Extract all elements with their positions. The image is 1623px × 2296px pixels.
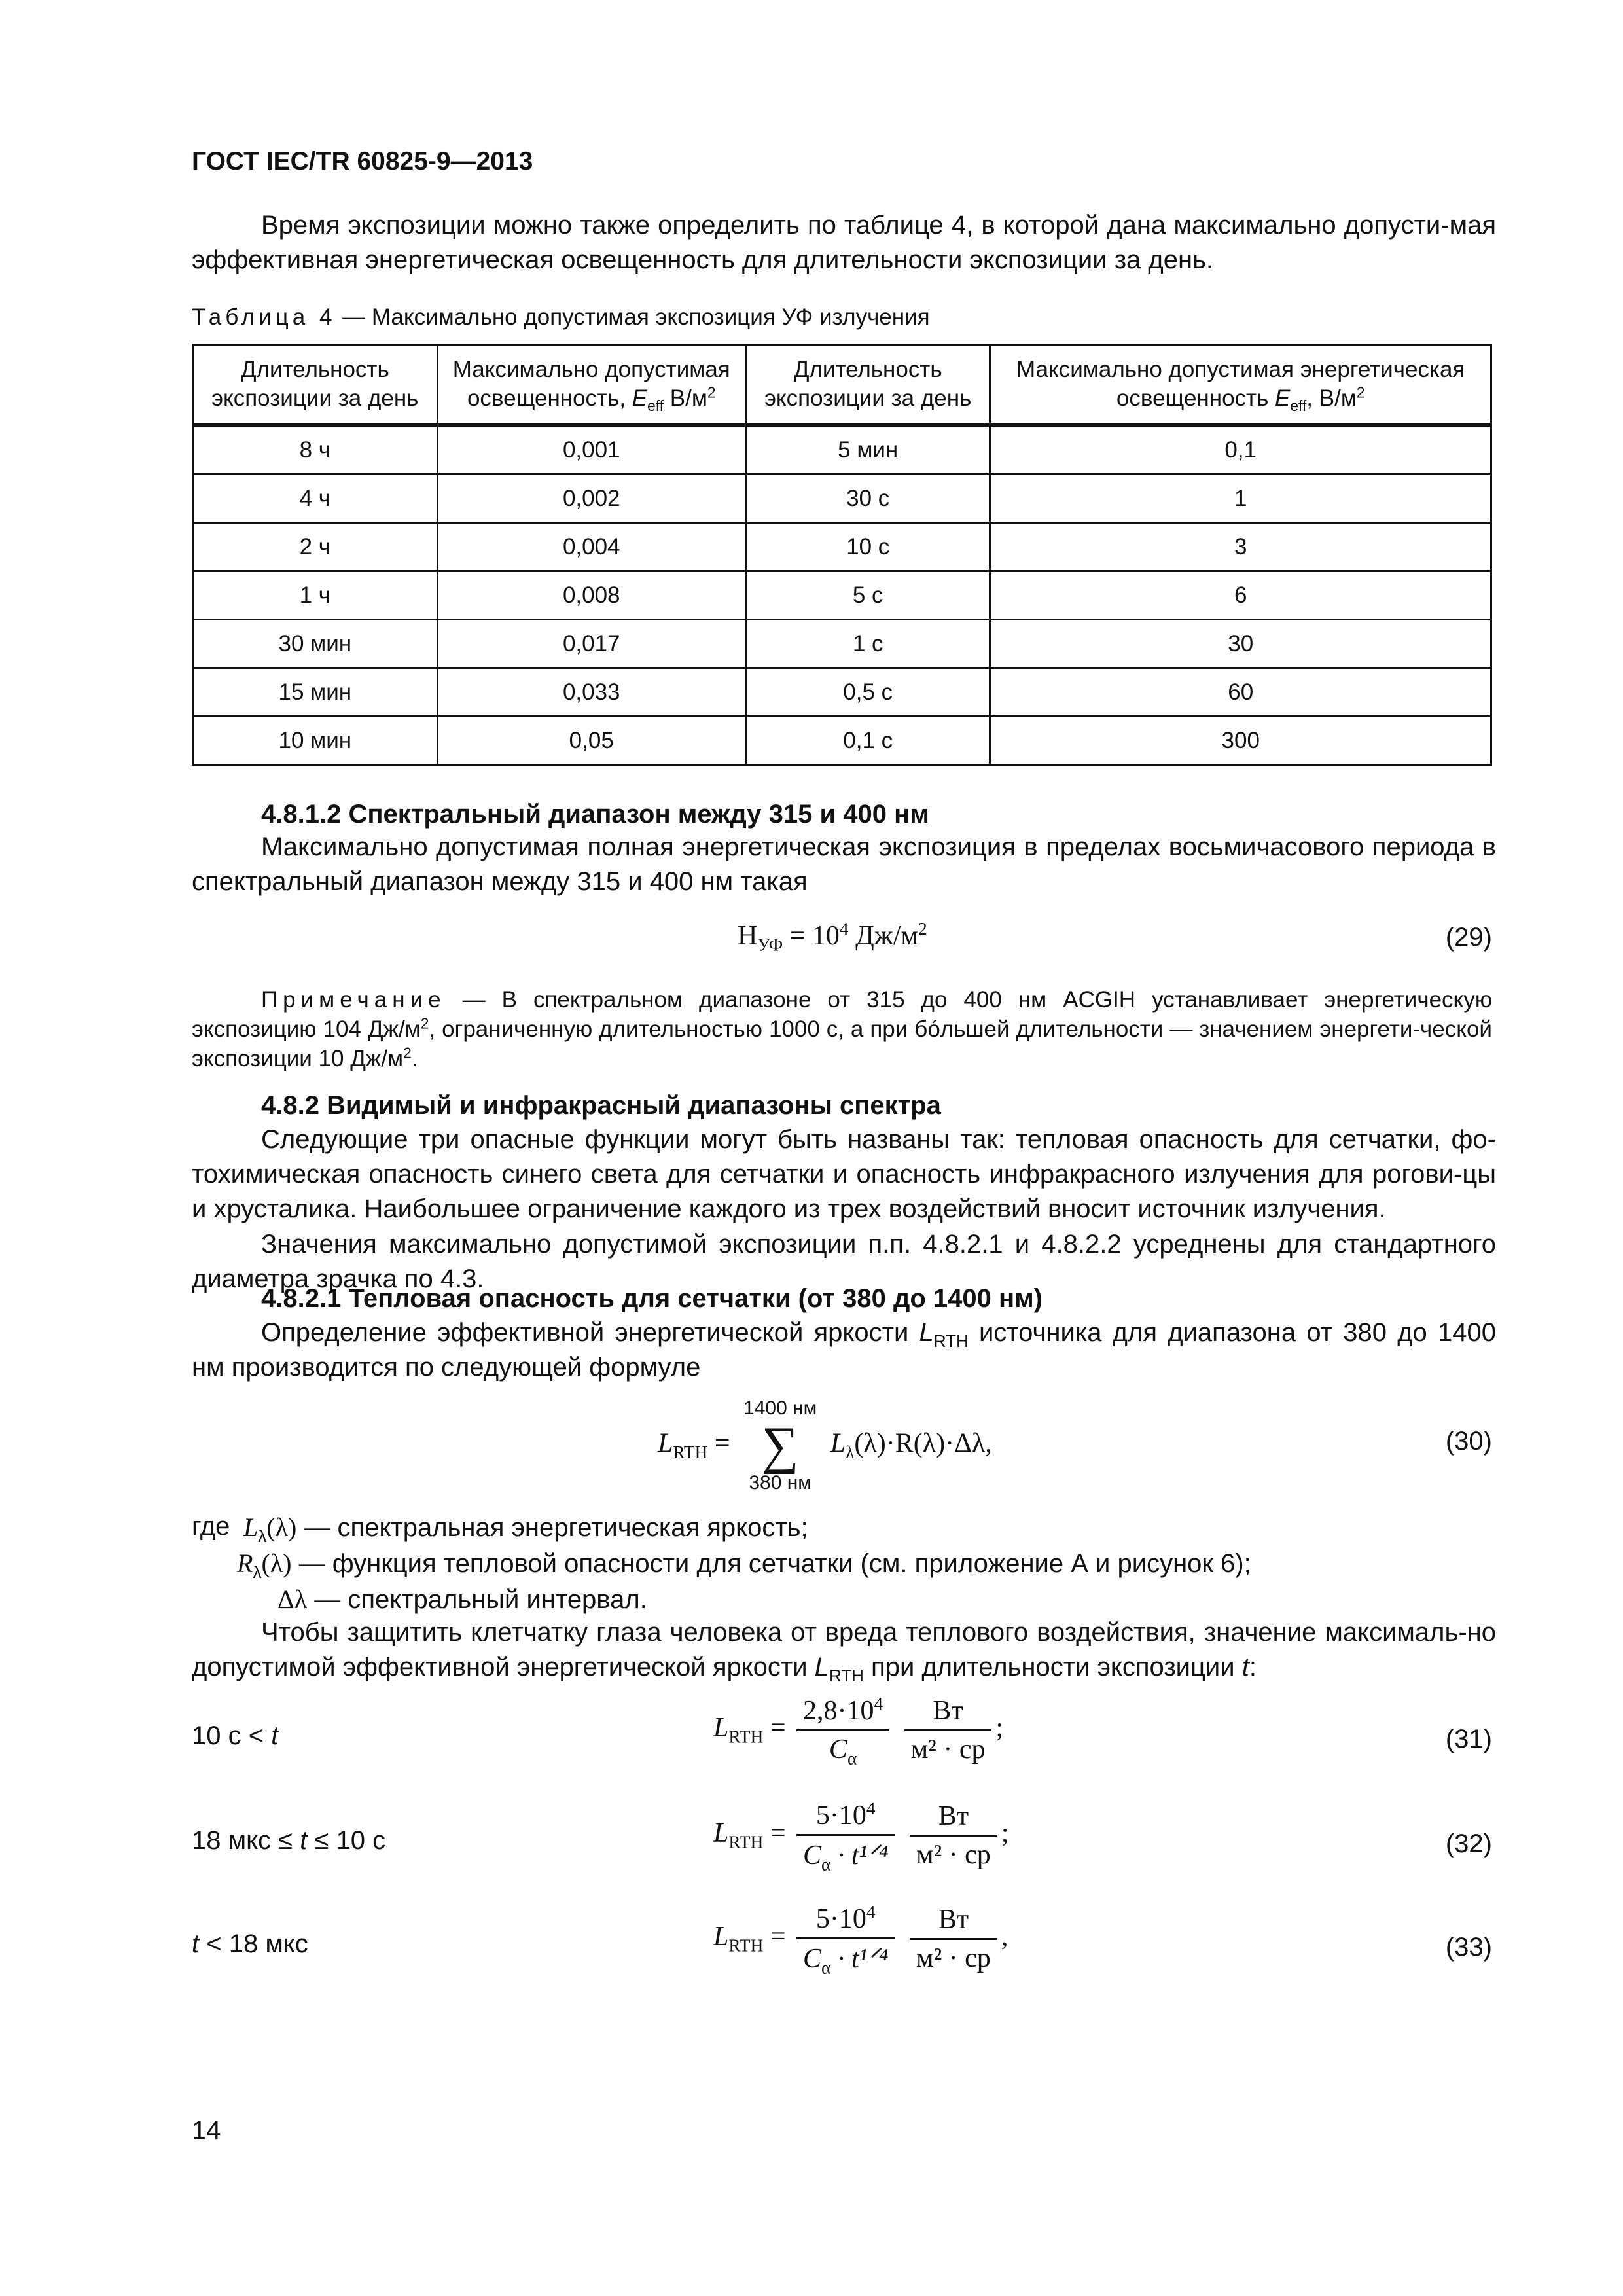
header-max-effective-irradiance: Максимально допустимая энергетическая освещенность $E_{eff}$, $В/м^2$ <box>990 345 1491 425</box>
condition-33: t < 18 мкс <box>192 1929 308 1958</box>
note-paragraph: Примечание — В спектральном диапазоне от 315 до 400 нм ACGIH устанавливает энергетическую экспозицию 104 $Дж/м^2$, ограниченную длительностью 1000 с, а при бóльшей длительности — значением энергети-ческой экспозиции 10 $Дж/м^2$. <box>192 987 1492 1071</box>
exposure-table <box>192 344 1492 766</box>
document-header: ГОСТ IEC/TR 60825-9—2013 <box>192 147 533 175</box>
formula-29: $H_{УФ} = 10^4$ $Дж/м^2$ <box>738 919 927 955</box>
section-heading-482: 4.8.2 Видимый и инфракрасный диапазоны спектра <box>261 1091 941 1120</box>
formula-31: $L_{RTH}$ = $\frac{2,8\cdot 10^4}{C_\alpha}$ $\frac{Вт}{\text{м² · ср}}$ ; <box>713 1694 1004 1768</box>
table-caption: Таблица 4 — Максимально допустимая экспозиция УФ излучения <box>192 304 930 330</box>
where-item-3: Δλ — спектральный интервал. <box>277 1585 647 1614</box>
table-row: 2 ч 0,004 10 с 3 <box>193 523 1491 571</box>
table-row: 8 ч 0,001 5 мин 0,1 <box>193 425 1491 475</box>
formula-number-30: (30) <box>1445 1427 1492 1456</box>
page-number: 14 <box>192 2116 221 2145</box>
paragraph-4821-1: Определение эффективной энергетической яркости $L_{RTH}$ источника для диапазона от 380 до 1400 нм производится по следующей формуле <box>192 1318 1496 1382</box>
paragraph-482-1: Следующие три опасные функции могут быть названы так: тепловая опасность для сетчатки, фо-тохимическая опасность синего света для сетчатки и опасность инфракрасного излучения для рогови-цы и хрусталика. Наибольшее ограничение каждого из трех воздействий вносит источник излучения. <box>192 1125 1496 1223</box>
table-row: 4 ч 0,002 30 с 1 <box>193 475 1491 523</box>
header-duration-1: Длительность экспозиции за день <box>193 345 438 425</box>
formula-number-33: (33) <box>1445 1933 1492 1962</box>
formula-number-31: (31) <box>1445 1725 1492 1753</box>
header-max-irradiance: Максимально допустимая освещенность, $E_{eff}$ $В/м^2$ <box>437 345 745 425</box>
section-heading-4812: 4.8.1.2 Спектральный диапазон между 315 и 400 нм <box>261 800 929 829</box>
where-item-1: $L_\lambda(\lambda)$ — спектральная энергетическая яркость; <box>243 1513 808 1546</box>
formula-number-29: (29) <box>1445 923 1492 952</box>
formula-32: $L_{RTH}$ = $\frac{5\cdot 10^4}{C_\alpha \cdot t^1ᐟ^4}$ $\frac{Вт}{\text{м² · ср}}$ ; <box>713 1799 1009 1874</box>
formula-number-32: (32) <box>1445 1829 1492 1858</box>
condition-31: 10 с < t <box>192 1721 279 1750</box>
where-label: где <box>192 1512 230 1541</box>
table-row: 1 ч 0,008 5 с 6 <box>193 571 1491 620</box>
table-row: 15 мин 0,033 0,5 с 60 <box>193 668 1491 717</box>
header-duration-2: Длительность экспозиции за день <box>745 345 990 425</box>
table-row: 30 мин 0,017 1 с 30 <box>193 620 1491 668</box>
summation: 1400 нм ∑ 380 нм <box>743 1397 817 1494</box>
intro-paragraph: Время экспозиции можно также определить по таблице 4, в которой дана максимально допусти-мая эффективная энергетическая освещенность для длительности экспозиции за день. <box>192 211 1496 274</box>
paragraph-4812: Максимально допустимая полная энергетическая экспозиция в пределах восьмичасового периода в спектральный диапазон между 315 и 400 нм такая <box>192 833 1496 896</box>
section-heading-4821: 4.8.2.1 Тепловая опасность для сетчатки (от 380 до 1400 нм) <box>261 1284 1043 1313</box>
table-header-row <box>193 345 1491 425</box>
sigma-icon: ∑ <box>761 1417 799 1475</box>
paragraph-4821-2: Чтобы защитить клетчатку глаза человека от вреда теплового воздействия, значение максималь-но допустимой эффективной энергетической яркости $L_{RTH}$ при длительности экспозиции t: <box>192 1618 1496 1685</box>
formula-33: $L_{RTH}$ = $\frac{5\cdot 10^4}{C_\alpha \cdot t^1ᐟ^4}$ $\frac{Вт}{\text{м² · ср}}$ , <box>713 1902 1008 1978</box>
condition-32: 18 мкс ≤ t ≤ 10 с <box>192 1826 386 1855</box>
where-item-2: $R_\lambda(\lambda)$ — функция тепловой опасности для сетчатки (см. приложение А и рисунок 6); <box>237 1549 1251 1582</box>
paragraph-482-2: Значения максимально допустимой экспозиции п.п. 4.8.2.1 и 4.8.2.2 усреднены для стандартного диаметра зрачка по 4.3. <box>192 1230 1496 1293</box>
formula-30: $L_{RTH}$ = 1400 нм ∑ 380 нм $L_\lambda(\lambda)\cdot R(\lambda)\cdot\Delta\lambda$, <box>658 1397 992 1494</box>
table-row: 10 мин 0,05 0,1 с 300 <box>193 717 1491 765</box>
